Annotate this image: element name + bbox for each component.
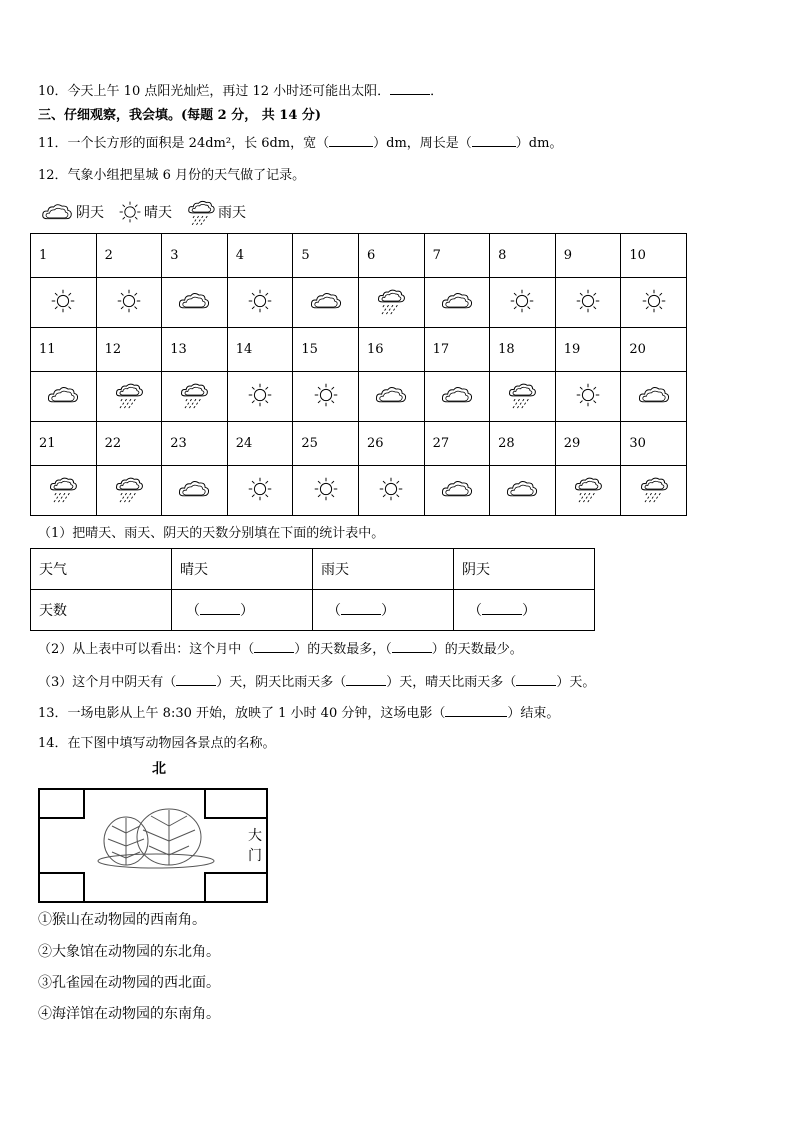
sun-icon <box>118 200 142 224</box>
rain-icon <box>507 381 537 409</box>
weather-icon-row <box>31 466 687 516</box>
question-12: 12．气象小组把星城 6 月份的天气做了记录。 <box>38 168 306 183</box>
cloud-icon <box>40 202 74 222</box>
day-number: 7 <box>424 234 490 278</box>
cloud-icon <box>309 290 343 312</box>
zoo-item-1: ①猴山在动物园的西南角。 <box>38 912 206 928</box>
weather-cell <box>555 372 621 422</box>
rain-icon <box>186 199 216 225</box>
rain-icon <box>573 475 603 503</box>
day-number-row <box>31 328 687 372</box>
day-number: 2 <box>96 234 162 278</box>
day-number: 30 <box>621 422 687 466</box>
weather-cell <box>96 372 162 422</box>
legend-item-sunny: 晴天 <box>118 200 172 224</box>
stats-header-row <box>31 549 595 590</box>
answer-blank[interactable] <box>392 640 432 653</box>
day-number: 12 <box>96 328 162 372</box>
day-number: 5 <box>293 234 359 278</box>
zoo-map <box>38 788 270 904</box>
weather-cell <box>162 278 228 328</box>
answer-blank[interactable] <box>200 602 240 615</box>
day-number: 27 <box>424 422 490 466</box>
day-number: 4 <box>227 234 293 278</box>
cloud-icon <box>374 384 408 406</box>
weather-cell <box>227 372 293 422</box>
north-label: 北 <box>152 761 166 777</box>
day-number: 15 <box>293 328 359 372</box>
day-number: 28 <box>490 422 556 466</box>
stats-header-weather: 天气 <box>31 549 172 590</box>
question-12-part-2: （2）从上表中可以看出：这个月中（ ）的天数最多，（ ）的天数最少。 <box>38 642 523 657</box>
zoo-spot-southwest[interactable] <box>39 873 84 902</box>
day-number: 22 <box>96 422 162 466</box>
day-number: 10 <box>621 234 687 278</box>
zoo-item-4: ④海洋馆在动物园的东南角。 <box>38 1006 220 1022</box>
weather-cell <box>293 278 359 328</box>
weather-cell <box>96 278 162 328</box>
weather-cell <box>162 372 228 422</box>
cloud-icon <box>177 290 211 312</box>
day-number: 23 <box>162 422 228 466</box>
day-number: 14 <box>227 328 293 372</box>
day-number: 21 <box>31 422 97 466</box>
stats-count-row <box>31 590 595 631</box>
weather-cell <box>490 372 556 422</box>
rain-icon <box>114 475 144 503</box>
stats-header-cloudy: 阴天 <box>454 549 595 590</box>
weather-cell <box>621 372 687 422</box>
legend-item-cloudy: 阴天 <box>40 202 104 222</box>
question-10: 10．今天上午 10 点阳光灿烂，再过 12 小时还可能出太阳． ． <box>38 84 444 99</box>
cloud-icon <box>177 478 211 500</box>
answer-blank[interactable] <box>176 673 216 686</box>
weather-cell <box>621 278 687 328</box>
sun-icon <box>50 288 76 314</box>
answer-blank[interactable] <box>329 134 373 147</box>
sunny-count-cell[interactable]: （ ） <box>172 590 313 631</box>
weather-cell <box>162 466 228 516</box>
day-number-row <box>31 422 687 466</box>
answer-blank[interactable] <box>254 640 294 653</box>
cloud-icon <box>440 478 474 500</box>
rain-icon <box>114 381 144 409</box>
rain-icon <box>179 381 209 409</box>
legend-item-rainy: 雨天 <box>186 199 246 225</box>
day-number: 6 <box>358 234 424 278</box>
day-number: 16 <box>358 328 424 372</box>
answer-blank[interactable] <box>346 673 386 686</box>
day-number: 18 <box>490 328 556 372</box>
stats-header-rainy: 雨天 <box>313 549 454 590</box>
gate-label-top: 大 <box>248 828 262 844</box>
weather-cell <box>227 466 293 516</box>
sun-icon <box>575 288 601 314</box>
day-number: 9 <box>555 234 621 278</box>
question-14: 14．在下图中填写动物园各景点的名称。 <box>38 736 276 751</box>
weather-cell <box>31 278 97 328</box>
section-heading: 三、仔细观察，我会填。(每题 2 分， 共 14 分) <box>38 108 322 123</box>
rain-icon <box>376 287 406 315</box>
cloud-icon <box>46 384 80 406</box>
sun-icon <box>509 288 535 314</box>
weather-cell <box>293 372 359 422</box>
weather-cell <box>555 466 621 516</box>
question-12-part-3: （3）这个月中阴天有（ ）天，阴天比雨天多（ ）天，晴天比雨天多（ ）天。 <box>38 675 596 690</box>
answer-blank[interactable] <box>341 602 381 615</box>
weather-cell <box>490 466 556 516</box>
zoo-spot-northwest[interactable] <box>39 789 84 818</box>
sun-icon <box>575 382 601 408</box>
day-number: 13 <box>162 328 228 372</box>
weather-cell <box>424 466 490 516</box>
weather-cell <box>424 278 490 328</box>
sun-icon <box>247 476 273 502</box>
sun-icon <box>313 382 339 408</box>
weather-icon-row <box>31 372 687 422</box>
rain-icon <box>48 475 78 503</box>
sun-icon <box>247 288 273 314</box>
answer-blank[interactable] <box>482 602 522 615</box>
cloud-icon <box>440 384 474 406</box>
weather-cell <box>358 372 424 422</box>
weather-cell <box>293 466 359 516</box>
sun-icon <box>641 288 667 314</box>
zoo-spot-southeast[interactable] <box>205 873 267 902</box>
weather-cell <box>424 372 490 422</box>
answer-blank[interactable] <box>516 673 556 686</box>
day-number: 11 <box>31 328 97 372</box>
weather-statistics-table <box>30 548 595 631</box>
cloud-icon <box>505 478 539 500</box>
weather-cell <box>621 466 687 516</box>
answer-blank[interactable] <box>390 82 430 95</box>
answer-blank[interactable] <box>472 134 516 147</box>
zoo-item-3: ③孔雀园在动物园的西北面。 <box>38 975 220 991</box>
sun-icon <box>313 476 339 502</box>
sun-icon <box>247 382 273 408</box>
cloud-icon <box>440 290 474 312</box>
question-13: 13．一场电影从上午 8:30 开始，放映了 1 小时 40 分钟，这场电影（ ）结束。 <box>38 706 560 721</box>
day-number-row <box>31 234 687 278</box>
zoo-item-2: ②大象馆在动物园的东北角。 <box>38 944 220 960</box>
day-number: 3 <box>162 234 228 278</box>
question-11: 11．一个长方形的面积是 24dm²，长 6dm，宽（ ）dm，周长是（ ）dm。 <box>38 136 563 151</box>
day-number: 19 <box>555 328 621 372</box>
cloudy-count-cell[interactable]: （ ） <box>454 590 595 631</box>
weather-legend <box>40 200 260 224</box>
day-number: 8 <box>490 234 556 278</box>
day-number: 20 <box>621 328 687 372</box>
weather-record-table <box>30 233 687 516</box>
weather-cell <box>31 466 97 516</box>
sun-icon <box>116 288 142 314</box>
weather-cell <box>490 278 556 328</box>
stats-header-sunny: 晴天 <box>172 549 313 590</box>
day-number: 17 <box>424 328 490 372</box>
question-12-part-1: （1）把晴天、雨天、阴天的天数分别填在下面的统计表中。 <box>38 526 385 541</box>
cloud-icon <box>637 384 671 406</box>
day-number: 25 <box>293 422 359 466</box>
day-number: 24 <box>227 422 293 466</box>
weather-cell <box>555 278 621 328</box>
rain-icon <box>639 475 669 503</box>
stats-row-label: 天数 <box>31 590 172 631</box>
day-number: 29 <box>555 422 621 466</box>
gate-label-bottom: 门 <box>248 848 262 864</box>
weather-cell <box>358 466 424 516</box>
weather-cell <box>358 278 424 328</box>
answer-blank[interactable] <box>445 704 507 717</box>
tree-icon <box>98 809 214 868</box>
zoo-spot-northeast[interactable] <box>205 789 267 818</box>
day-number: 1 <box>31 234 97 278</box>
weather-cell <box>96 466 162 516</box>
weather-cell <box>227 278 293 328</box>
rainy-count-cell[interactable]: （ ） <box>313 590 454 631</box>
day-number: 26 <box>358 422 424 466</box>
weather-icon-row <box>31 278 687 328</box>
weather-cell <box>31 372 97 422</box>
sun-icon <box>378 476 404 502</box>
